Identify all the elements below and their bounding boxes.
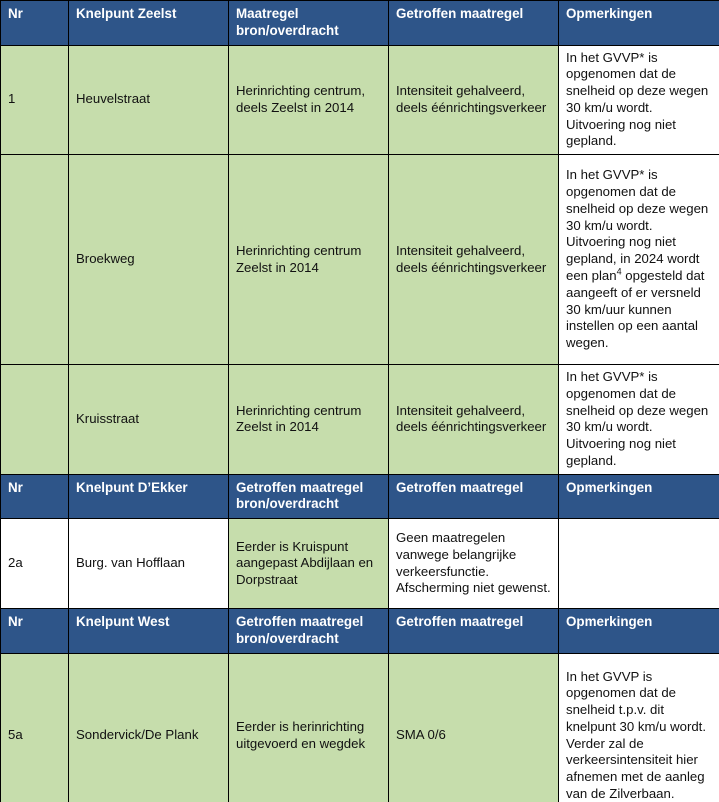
opmerkingen-text-pre: In het GVVP* is opgenomen dat de snelheid op deze wegen 30 km/u wordt. Uitvoering nog niet gepland, in 2024 wordt een plan bbox=[566, 167, 709, 283]
col-header-nr: Nr bbox=[1, 474, 69, 519]
col-header-maatregel: Getroffen maatregel bbox=[389, 1, 559, 46]
table-row bbox=[1, 155, 719, 365]
cell-knelpunt: Broekweg bbox=[69, 155, 229, 365]
col-header-opmerkingen: Opmerkingen bbox=[559, 609, 719, 654]
table-row bbox=[1, 45, 719, 155]
cell-bron: Herinrichting centrum Zeelst in 2014 bbox=[229, 155, 389, 365]
cell-knelpunt: Burg. van Hofflaan bbox=[69, 519, 229, 609]
cell-opmerkingen: In het GVVP* is opgenomen dat de snelheid op deze wegen 30 km/u wordt. Uitvoering nog niet gepland. bbox=[559, 45, 719, 155]
cell-maatregel: Intensiteit gehalveerd, deels éénrichtingsverkeer bbox=[389, 45, 559, 155]
cell-bron: Eerder is herinrichting uitgevoerd en wegdek bbox=[229, 653, 389, 802]
cell-maatregel: Intensiteit gehalveerd, deels éénrichtingsverkeer bbox=[389, 155, 559, 365]
cell-bron: Herinrichting centrum Zeelst in 2014 bbox=[229, 365, 389, 475]
cell-knelpunt: Sondervick/De Plank bbox=[69, 653, 229, 802]
cell-nr: 5a bbox=[1, 653, 69, 802]
col-header-bron-line2: bron/overdracht bbox=[236, 22, 339, 38]
cell-maatregel: SMA 0/6 bbox=[389, 653, 559, 802]
cell-bron: Herinrichting centrum, deels Zeelst in 2014 bbox=[229, 45, 389, 155]
col-header-maatregel: Getroffen maatregel bbox=[389, 609, 559, 654]
cell-maatregel: Intensiteit gehalveerd, deels éénrichtingsverkeer bbox=[389, 365, 559, 475]
col-header-bron bbox=[229, 474, 389, 519]
table-row bbox=[1, 365, 719, 475]
table-row bbox=[1, 653, 719, 802]
opmerkingen-text-post: opgesteld dat aangeeft of er versneld 30 km/uur kunnen instellen op een aantal wegen. bbox=[566, 267, 705, 351]
col-header-knelpunt: Knelpunt Zeelst bbox=[69, 1, 229, 46]
col-header-bron bbox=[229, 609, 389, 654]
cell-opmerkingen bbox=[559, 155, 719, 365]
col-header-maatregel: Getroffen maatregel bbox=[389, 474, 559, 519]
col-header-opmerkingen: Opmerkingen bbox=[559, 1, 719, 46]
cell-opmerkingen bbox=[559, 519, 719, 609]
col-header-bron-line1: Getroffen maatregel bbox=[236, 479, 364, 495]
cell-nr bbox=[1, 365, 69, 475]
table-row bbox=[1, 519, 719, 609]
cell-bron: Eerder is Kruispunt aangepast Abdijlaan en Dorpstraat bbox=[229, 519, 389, 609]
col-header-bron-line2: bron/overdracht bbox=[236, 630, 339, 646]
cell-nr: 2a bbox=[1, 519, 69, 609]
col-header-bron-line2: bron/overdracht bbox=[236, 496, 339, 512]
cell-knelpunt: Heuvelstraat bbox=[69, 45, 229, 155]
col-header-bron-line1: Getroffen maatregel bbox=[236, 614, 364, 630]
cell-maatregel: Geen maatregelen vanwege belangrijke verkeersfunctie. Afscherming niet gewenst. bbox=[389, 519, 559, 609]
col-header-knelpunt: Knelpunt West bbox=[69, 609, 229, 654]
col-header-knelpunt: Knelpunt D’Ekker bbox=[69, 474, 229, 519]
cell-opmerkingen: In het GVVP is opgenomen dat de snelheid t.p.v. dit knelpunt 30 km/u wordt. Verder zal de verkeersintensiteit hier afnemen met de aanleg van de Zilverbaan. bbox=[559, 653, 719, 802]
col-header-opmerkingen: Opmerkingen bbox=[559, 474, 719, 519]
col-header-bron-line1: Maatregel bbox=[236, 6, 299, 21]
footnote-marker: 4 bbox=[616, 266, 622, 277]
cell-nr: 1 bbox=[1, 45, 69, 155]
cell-opmerkingen: In het GVVP* is opgenomen dat de snelheid op deze wegen 30 km/u wordt. Uitvoering nog niet gepland. bbox=[559, 365, 719, 475]
col-header-bron bbox=[229, 1, 389, 46]
cell-nr bbox=[1, 155, 69, 365]
col-header-nr: Nr bbox=[1, 1, 69, 46]
section-header-west bbox=[1, 609, 719, 654]
section-header-dekker bbox=[1, 474, 719, 519]
section-header-zeelst bbox=[1, 1, 719, 46]
cell-knelpunt: Kruisstraat bbox=[69, 365, 229, 475]
col-header-nr: Nr bbox=[1, 609, 69, 654]
